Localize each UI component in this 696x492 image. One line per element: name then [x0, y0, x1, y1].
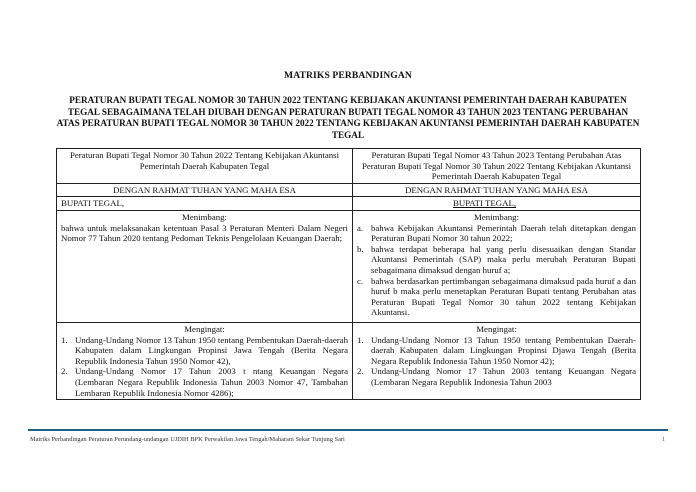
left-bupati — [57, 197, 353, 211]
list-marker: a. — [357, 222, 364, 233]
left-rahmat: DENGAN RAHMAT TUHAN YANG MAHA ESA — [57, 183, 353, 197]
left-mengingat-cell — [57, 322, 353, 399]
list-item-text: bahwa Kebijakan Akuntansi Pemerintah Daerah telah ditetapkan dengan Peraturan Bupati Nomor 30 tahun 2022; — [371, 222, 636, 244]
bupati-row — [57, 197, 641, 211]
list-item-text: Undang-Undang Nomor 17 Tahun 2003 t ntang Keuangan Negara (Lembaran Negara Republik Indonesia Tahun 2003 Nomor 47, Tambahan Lembaran Republik Indonesia Nomor 4286); — [75, 366, 348, 398]
list-item-text: Undang-Undang Nomor 13 Tahun 1950 tentang Pembentukan Daerah-daerah Kabupaten dalam Lingkungan Propinsi Djawa Tengah (Berita Negara Republik Indonesia Tahun 1950 Nomor 42); — [371, 334, 636, 366]
left-mengingat-label: Mengingat: — [184, 323, 225, 334]
right-mengingat-list — [357, 335, 636, 388]
list-marker: b. — [357, 243, 364, 254]
comparison-table — [56, 148, 641, 400]
list-marker: c. — [357, 275, 364, 286]
right-menimbang-label: Menimbang: — [474, 211, 519, 222]
footer-divider — [28, 429, 668, 431]
right-mengingat-label: Mengingat: — [476, 323, 517, 334]
right-menimbang-list — [357, 223, 636, 318]
right-bupati-label: BUPATI TEGAL, — [453, 198, 517, 209]
list-item — [357, 276, 636, 318]
left-bupati-label: BUPATI TEGAL, — [61, 198, 125, 209]
list-item-text: bahwa terdapat beberapa hal yang perlu disesuaikan dengan Standar Akuntansi Pemerintah (SAP) maka perlu merubah Peraturan Bupati sebagaimana dimaksud dengan huruf a; — [371, 243, 636, 275]
list-item — [357, 335, 636, 367]
footer-text: Matriks Perbandingan Peraturan Perundang-undangan UJDIH BPK Perwakilan Jawa Tengah/Maharani Sekar Tunjung Sari — [30, 436, 345, 443]
list-item-text: bahwa berdasarkan pertimbangan sebagaimana dimaksud pada huruf a dan huruf b maka perlu menetapkan Peraturan Bupati tentang Perubahan atas Peraturan Bupati Tegal Nomor 30 tahun 2022 tentang Kebijakan Akuntansi. — [371, 275, 636, 318]
list-item — [357, 366, 636, 387]
list-item — [61, 335, 348, 367]
menimbang-row — [57, 210, 641, 322]
left-menimbang-cell — [57, 210, 353, 322]
left-menimbang-text: bahwa untuk melaksanakan ketentuan Pasal 3 Peraturan Menteri Dalam Negeri Nomor 77 Tahun 2020 tentang Pedoman Teknis Pengelolaan Keuangan Daerah; — [61, 222, 348, 244]
page-number: 1 — [662, 436, 666, 443]
left-column-header: Peraturan Bupati Tegal Nomor 30 Tahun 2022 Tentang Kebijakan Akuntansi Pemerintah Daerah Kabupaten Tegal — [57, 149, 353, 184]
rahmat-row — [57, 183, 641, 197]
left-mengingat-list — [61, 335, 348, 399]
right-mengingat-cell — [353, 322, 641, 399]
right-column-header: Peraturan Bupati Tegal Nomor 43 Tahun 2023 Tentang Perubahan Atas Peraturan Bupati Tegal Nomor 30 Tahun 2022 Tentang Kebijakan Akuntansi Pemerintah Daerah Kabupaten Tegal — [353, 149, 641, 184]
document-title: MATRIKS PERBANDINGAN — [284, 70, 412, 81]
list-item — [357, 223, 636, 244]
document-subtitle: PERATURAN BUPATI TEGAL NOMOR 30 TAHUN 2022 TENTANG KEBIJAKAN AKUNTANSI PEMERINTAH DAERAH KABUPATEN TEGAL SEBAGAIMANA TELAH DIUBAH DENGAN PERATURAN BUPATI TEGAL NOMOR 43 TAHUN 2023 TENTANG PERUBAHAN ATAS PERATURAN BUPATI TEGAL NOMOR 30 TAHUN 2022 TENTANG KEBIJAKAN AKUNTANSI PEMERINTAH DAERAH KABUPATEN TEGAL — [56, 95, 640, 140]
list-marker: 2. — [61, 366, 68, 377]
right-rahmat: DENGAN RAHMAT TUHAN YANG MAHA ESA — [353, 183, 641, 197]
list-item — [357, 244, 636, 276]
list-item-text: Undang-Undang Nomor 13 Tahun 1950 tentang Pembentukan Daerah-daerah Kabupaten dalam Lingkungan Propinsi Jawa Tengah (Berita Negara Republik Indonesia Tahun 1950 Nomor 42), — [75, 334, 348, 366]
list-item-text: Undang-Undang Nomor 17 Tahun 2003 tentang Keuangan Negara (Lembaran Negara Republik Indonesia Tahun 2003 — [371, 366, 636, 387]
list-marker: 1. — [357, 334, 364, 345]
right-bupati — [353, 197, 641, 211]
list-marker: 1. — [61, 334, 68, 345]
list-marker: 2. — [357, 366, 364, 377]
left-menimbang-label: Menimbang: — [182, 211, 227, 222]
right-menimbang-cell — [353, 210, 641, 322]
list-item — [61, 366, 348, 398]
table-header-row — [57, 149, 641, 184]
mengingat-row — [57, 322, 641, 399]
